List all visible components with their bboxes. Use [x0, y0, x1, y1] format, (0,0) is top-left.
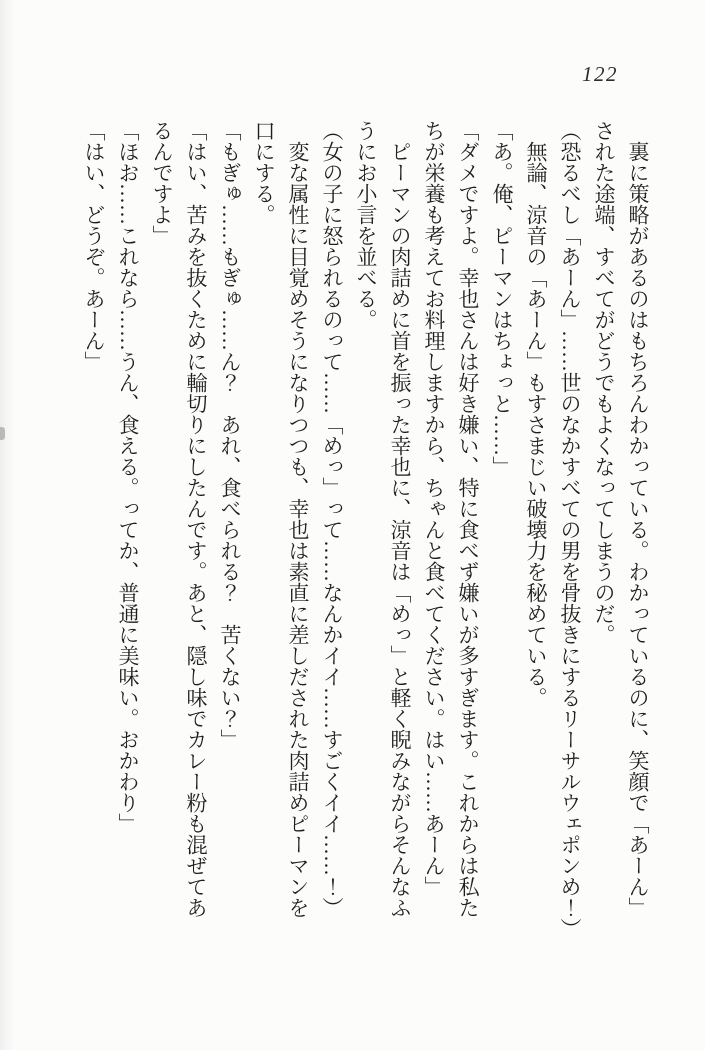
- text-line: 変な属性に目覚めそうになりつつも、幸也は素直に差しだされた肉詰めピーマンを: [286, 120, 310, 918]
- text-line: 無論、涼音の「あーん」もすさまじい破壊力を秘めている。: [524, 120, 548, 708]
- text-line: 「あ。俺、ピーマンはちょっと……」: [490, 120, 514, 477]
- text-line: （女の子に怒られるのって……「めっ」って……なんかイイ……すごくイイ……！）: [320, 120, 344, 918]
- text-line: 「ほお……これなら……うん、食える。ってか、普通に美味い。おかわり」: [116, 120, 140, 834]
- text-line: ちが栄養も考えてお料理しますから、ちゃんと食べてください。はい……あーん」: [422, 120, 446, 897]
- scan-smudge-artifact: [0, 427, 5, 440]
- text-line: ピーマンの肉詰めに首を振った幸也に、涼音は「めっ」と軽く睨みながらそんなふ: [388, 120, 412, 918]
- scan-gutter-shade: [0, 0, 14, 1050]
- text-line: 「はい、苦みを抜くために輪切りにしたんです。あと、隠し味でカレー粉も混ぜてあ: [184, 120, 208, 918]
- text-line: 口にする。: [252, 120, 276, 225]
- text-line: 「はい、どうぞ。あーん」: [82, 120, 106, 372]
- text-line: された途端、すべてがどうでもよくなってしまうのだ。: [592, 120, 616, 645]
- page-number: 122: [582, 62, 618, 86]
- text-line: 「もぎゅ……もぎゅ……ん？ あれ、食べられる？ 苦くない？」: [218, 120, 242, 750]
- text-line: 裏に策略があるのはもちろんわかっている。わかっているのに、笑顔で「あーん」: [626, 120, 650, 918]
- text-line: うにお小言を並べる。: [354, 120, 378, 330]
- text-line: 「ダメですよ。幸也さんは好き嫌い、特に食べず嫌いが多すぎます。これからは私た: [456, 120, 480, 918]
- text-line: るんですよ」: [150, 120, 174, 246]
- text-line: （恐るべし「あーん」……世のなかすべての男を骨抜きにするリーサルウェポンめ！）: [558, 120, 582, 939]
- text-block: [77, 120, 655, 962]
